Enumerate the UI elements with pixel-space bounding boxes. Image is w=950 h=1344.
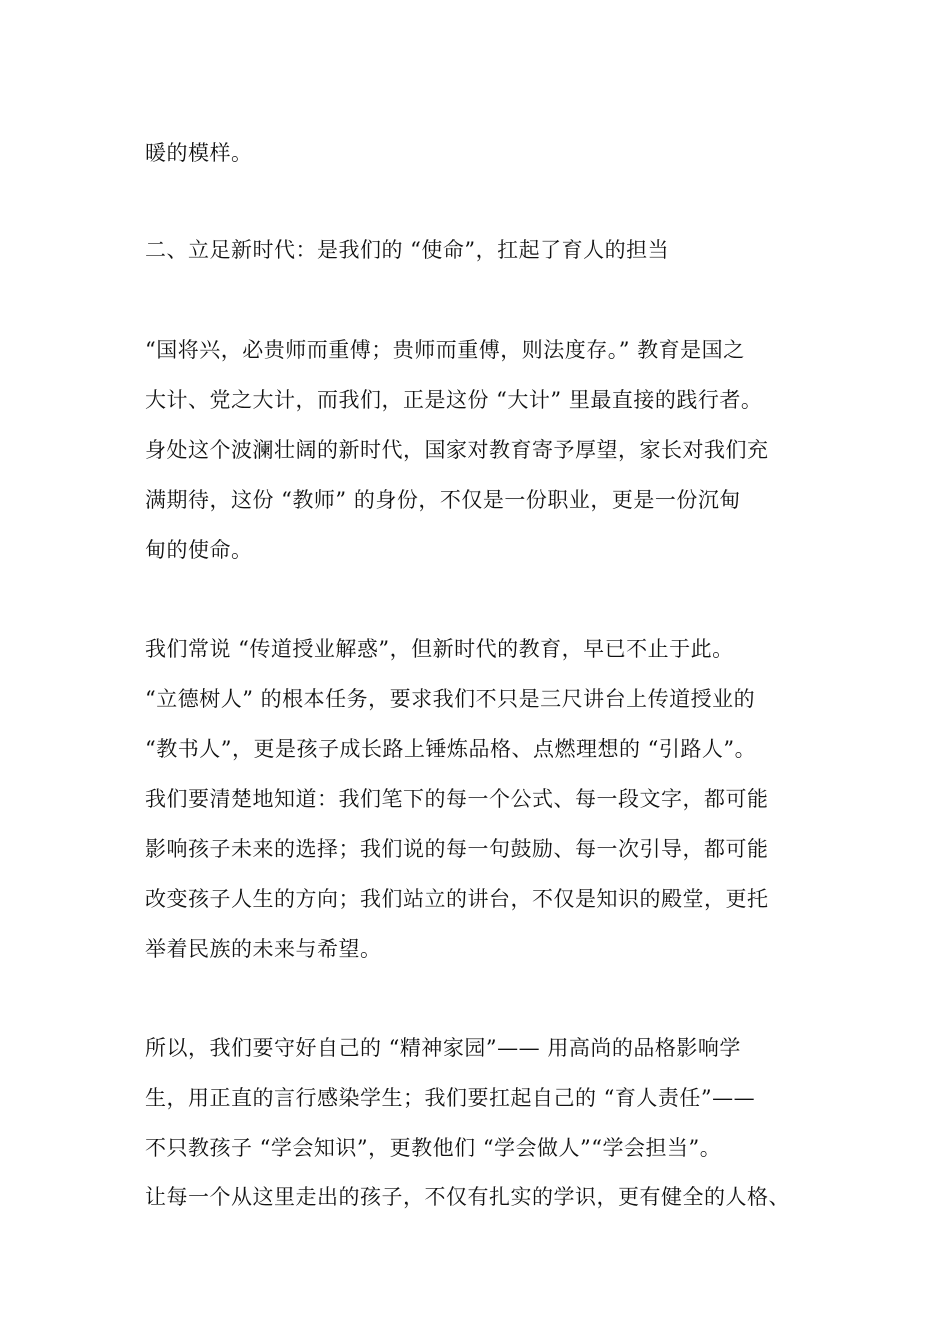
- paragraph-line: “国将兴，必贵师而重傅；贵师而重傅，则法度存。” 教育是国之: [145, 338, 745, 362]
- section-heading: 二、立足新时代：是我们的 “使命”，扛起了育人的担当: [145, 238, 670, 262]
- paragraph-line: 我们要清楚地知道：我们笔下的每一个公式、每一段文字，都可能: [145, 787, 769, 811]
- paragraph-line: 大计、党之大计，而我们，正是这份 “大计” 里最直接的践行者。: [145, 388, 763, 412]
- paragraph-line: 不只教孩子 “学会知识”，更教他们 “学会做人”“学会担当”。: [145, 1136, 722, 1160]
- paragraph-line: “教书人”，更是孩子成长路上锤炼品格、点燃理想的 “引路人”。: [145, 737, 757, 761]
- paragraph-line: 影响孩子未来的选择；我们说的每一句鼓励、每一次引导，都可能: [145, 837, 769, 861]
- paragraph-line: 暖的模样。: [145, 141, 253, 165]
- paragraph-line: 举着民族的未来与希望。: [145, 937, 382, 961]
- paragraph-line: “立德树人” 的根本任务，要求我们不只是三尺讲台上传道授业的: [145, 687, 756, 711]
- paragraph-line: 我们常说 “传道授业解惑”，但新时代的教育，早已不止于此。: [145, 637, 734, 661]
- paragraph-line: 甸的使命。: [145, 538, 253, 562]
- paragraph-line: 身处这个波澜壮阔的新时代，国家对教育寄予厚望，家长对我们充: [145, 438, 769, 462]
- paragraph-line: 让每一个从这里走出的孩子，不仅有扎实的学识，更有健全的人格、: [145, 1185, 790, 1209]
- paragraph-line: 满期待，这份 “教师” 的身份，不仅是一份职业，更是一份沉甸: [145, 488, 741, 512]
- paragraph-line: 生，用正直的言行感染学生；我们要扛起自己的 “育人责任”——: [145, 1086, 756, 1110]
- paragraph-line: 改变孩子人生的方向；我们站立的讲台，不仅是知识的殿堂，更托: [145, 887, 769, 911]
- paragraph-line: 所以，我们要守好自己的 “精神家园”—— 用高尚的品格影响学: [145, 1036, 741, 1060]
